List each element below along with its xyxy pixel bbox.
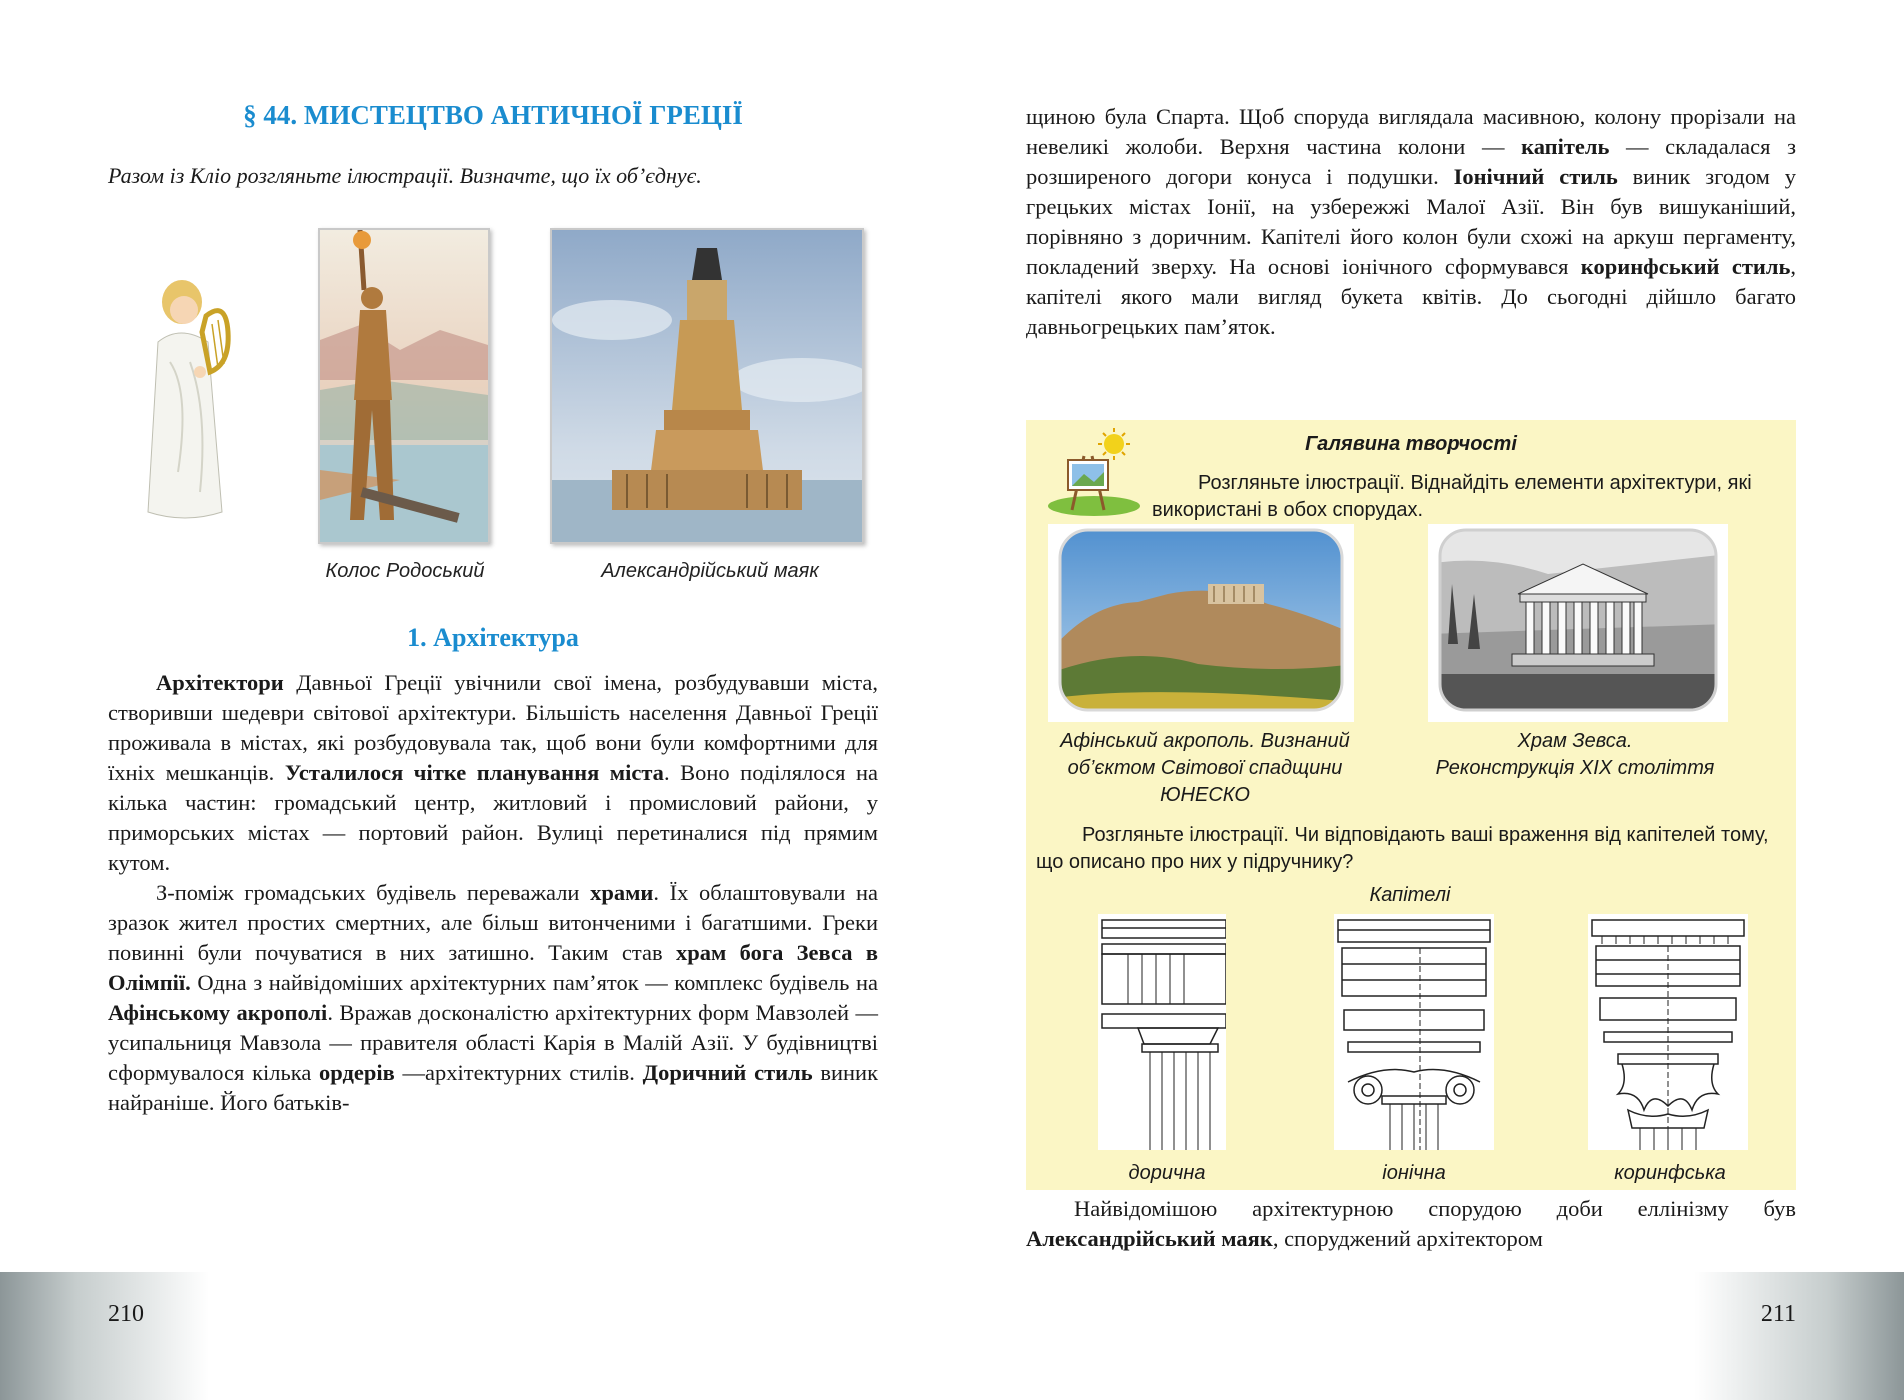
page-title: § 44. МИСТЕЦТВО АНТИЧНОЇ ГРЕЦІЇ: [243, 100, 743, 130]
lighthouse-of-alexandria-image: [550, 228, 864, 544]
lighthouse-caption: Александрійський маяк: [601, 560, 819, 582]
colossus-caption: Колос Родоський: [325, 560, 485, 582]
doric-capital-image: [1098, 914, 1226, 1150]
footer-band: [952, 1272, 1904, 1400]
corinthian-capital-image: [1588, 914, 1748, 1150]
doric-label: дорична: [1128, 1162, 1206, 1184]
task-2-text: Розгляньте ілюстрації. Чи відповідають ваші враження від капітелей тому, що описано про них у підручнику?: [1036, 824, 1769, 873]
temple-of-zeus-image: [1428, 524, 1728, 722]
paragraph-lighthouse: Найвідомішою архітектурною спорудою доби еллінізму був Александрійський маяк, споруджений архітектором: [1026, 1196, 1796, 1251]
paragraph-orders: щиною була Спарта. Щоб споруда виглядала масивною, колону прорізали на невеликі жолоби. Верхня частина колони — капітель — складалася з розширеного догори конуса і подушки. Іонічний стиль виник згодом у грецьких містах Іонії, на узбережжі Малої Азії. Він був вишуканіший, порівняно з доричним. Капітелі його колон були схожі на аркуш пергаменту, покладений зверху. На основі іонічного сформувався коринфський стиль, капітелі якого мали вигляд букета квітів. До сьогодні дійшло багато давньогрецьких пам’яток.: [1026, 104, 1796, 339]
colossus-of-rhodes-image: [318, 228, 490, 544]
ionic-capital-image: [1334, 914, 1494, 1150]
footer-band: [0, 1272, 952, 1400]
temple-caption: Храм Зевса. Реконструкція XIX століття: [1435, 730, 1715, 779]
page-number-right: 211: [1760, 1301, 1796, 1327]
right-top-text: [1026, 102, 1796, 342]
paragraph-architects: Архітектори Давньої Греції увічнили свої імена, розбудувавши міста, створивши шедеври світової архітектури. Більшість населення Давньої Греції проживала в містах, які розбудовувала так, щоб вони були комфортними для їхніх мешканців. Усталилося чітке планування міста. Воно поділялося на кілька частин: громадський центр, житловий і промисловий райони, у приморських містах — портовий район. Вулиці перетиналися під прямим кутом.: [108, 670, 879, 875]
corinthian-label: коринфська: [1614, 1162, 1726, 1184]
paragraph-temples: З-поміж громадських будівель переважали храми. Їх облаштовували на зразок жител простих смертних, але більш витонченими і багатшими. Греки повинні були почуватися в них затишно. Таким став храм бога Зевса в Олімпії. Одна з найвідоміших архітектурних пам’яток — комплекс будівель на Афінському акрополі. Вражав досконалістю архітектурних форм Мавзолей — усипальниця Мавзола — правителя області Карія в Малій Азії. У будівництві сформувалося кілька ордерів —архітектурних стилів. Доричний стиль виник найраніше. Його батьків-: [108, 880, 879, 1115]
ionic-label: іонічна: [1382, 1162, 1446, 1184]
clio-muse-image: [130, 272, 250, 524]
right-bottom-text: [1026, 1194, 1796, 1254]
task-1-text: Розгляньте ілюстрації. Віднайдіть елементи архітектури, які використані в обох спорудах.: [1152, 472, 1752, 521]
acropolis-image: [1048, 524, 1354, 722]
section-heading: 1. Архітектура: [407, 623, 579, 652]
capitals-label: Капітелі: [1369, 884, 1451, 906]
acropolis-caption: Афінський акрополь. Визнаний об’єктом Світової спадщини ЮНЕСКО: [1060, 730, 1350, 806]
creativity-box-title: Галявина творчості: [1305, 433, 1517, 455]
page-number-left: 210: [108, 1301, 144, 1327]
intro-text: Разом із Кліо розгляньте ілюстрації. Визначте, що їх об’єднує.: [108, 163, 702, 188]
left-body-text: [108, 668, 878, 1118]
